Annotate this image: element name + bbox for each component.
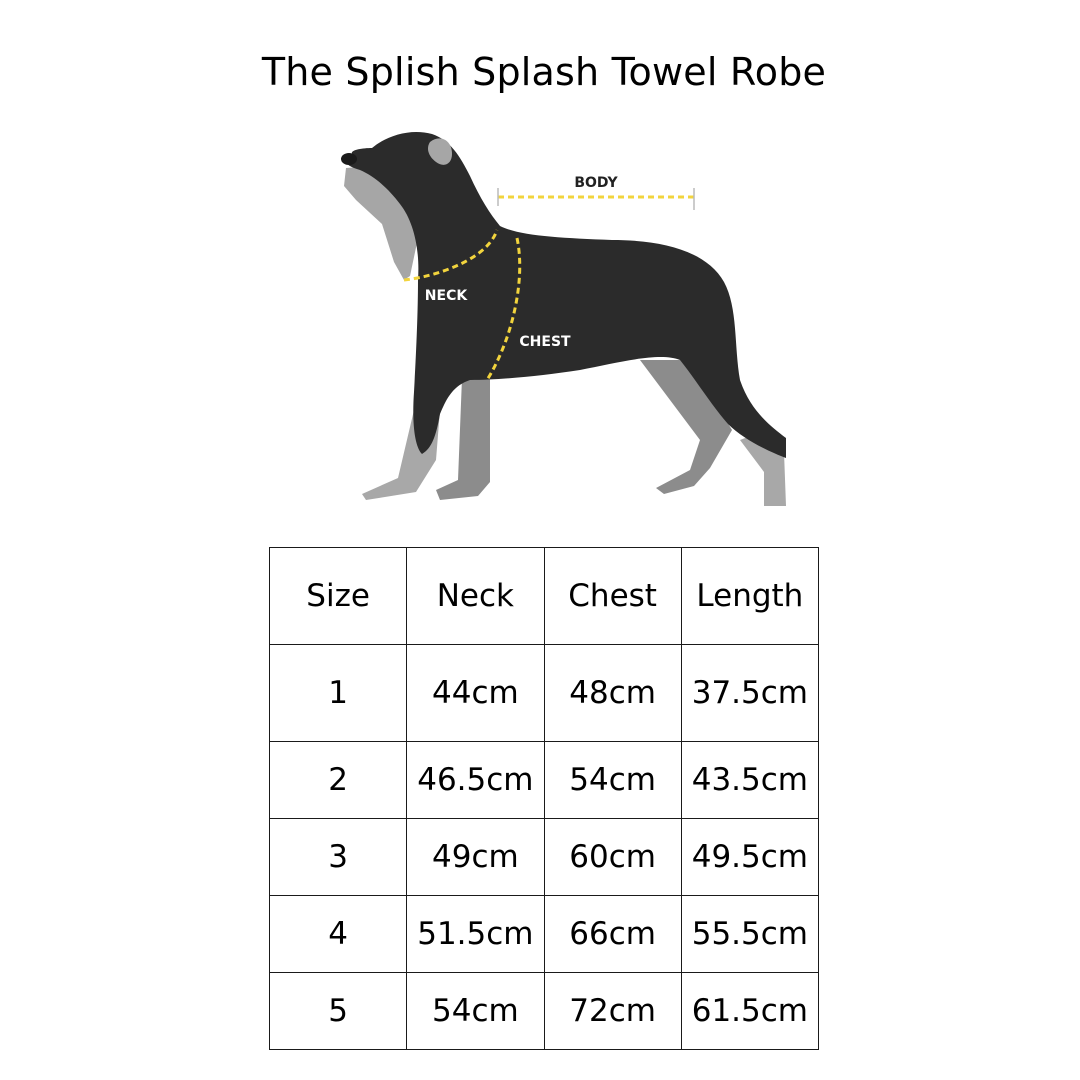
size-chart-table xyxy=(269,547,819,1050)
cell-chest: 60cm xyxy=(544,819,681,896)
body-label: BODY xyxy=(574,175,618,191)
cell-neck: 51.5cm xyxy=(407,896,544,973)
dog-body xyxy=(346,132,786,458)
dog-nose xyxy=(341,153,357,165)
cell-length: 37.5cm xyxy=(681,645,818,742)
cell-size: 3 xyxy=(270,819,407,896)
cell-size: 1 xyxy=(270,645,407,742)
cell-neck: 46.5cm xyxy=(407,742,544,819)
header-neck: Neck xyxy=(407,548,544,645)
cell-length: 49.5cm xyxy=(681,819,818,896)
cell-neck: 54cm xyxy=(407,973,544,1050)
header-size: Size xyxy=(270,548,407,645)
page-title: The Splish Splash Towel Robe xyxy=(261,50,827,94)
cell-chest: 72cm xyxy=(544,973,681,1050)
table-row xyxy=(270,973,819,1050)
cell-length: 43.5cm xyxy=(681,742,818,819)
table-header-row xyxy=(270,548,819,645)
header-chest: Chest xyxy=(544,548,681,645)
header-length: Length xyxy=(681,548,818,645)
cell-length: 55.5cm xyxy=(681,896,818,973)
table-row xyxy=(270,819,819,896)
cell-length: 61.5cm xyxy=(681,973,818,1050)
table-row xyxy=(270,645,819,742)
cell-neck: 49cm xyxy=(407,819,544,896)
cell-size: 2 xyxy=(270,742,407,819)
neck-label: NECK xyxy=(424,288,468,304)
cell-chest: 66cm xyxy=(544,896,681,973)
cell-chest: 48cm xyxy=(544,645,681,742)
cell-size: 4 xyxy=(270,896,407,973)
cell-neck: 44cm xyxy=(407,645,544,742)
table-row xyxy=(270,896,819,973)
cell-chest: 54cm xyxy=(544,742,681,819)
cell-size: 5 xyxy=(270,973,407,1050)
chest-label: CHEST xyxy=(519,334,571,350)
table-row xyxy=(270,742,819,819)
